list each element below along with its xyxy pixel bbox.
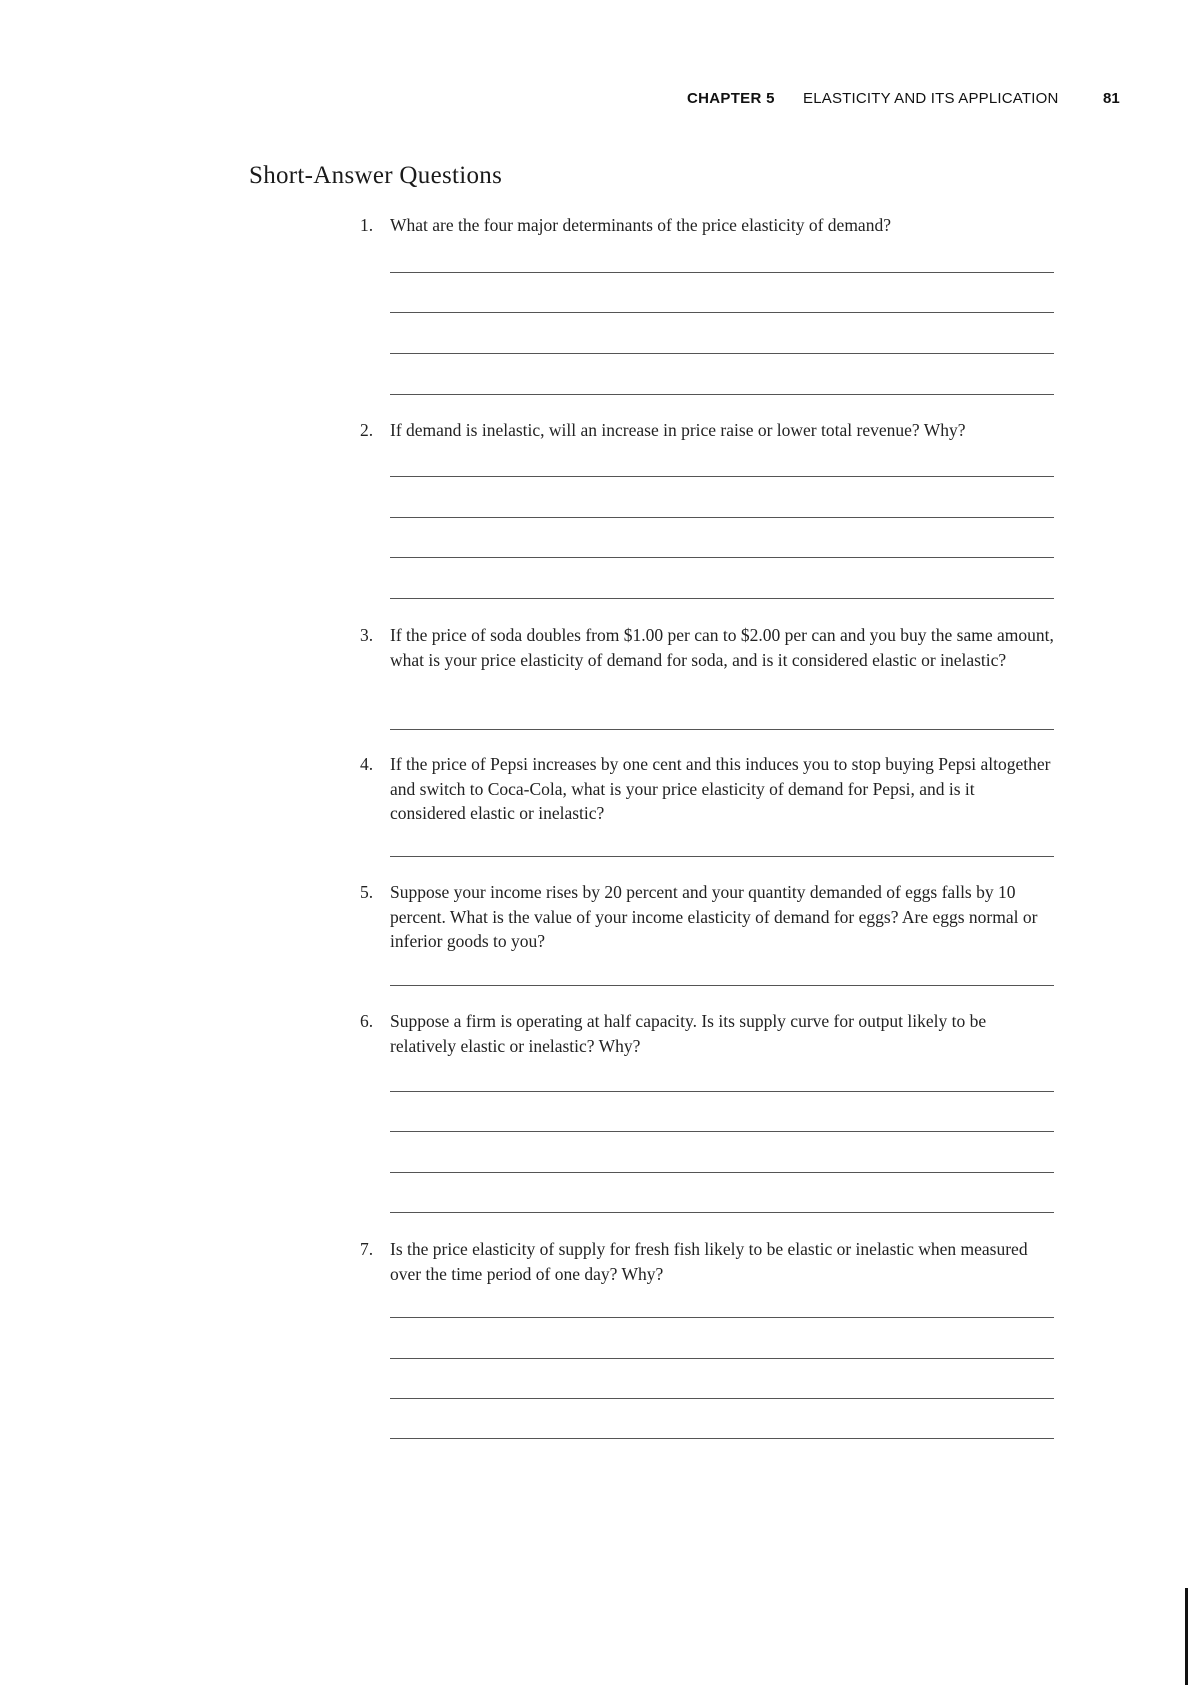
answer-line[interactable] xyxy=(390,1317,1054,1318)
question-text: Suppose your income rises by 20 percent and your quantity demanded of eggs falls by 10 percent. What is the value of your income elasticity of demand for eggs? Are eggs normal or inferior goods to you? xyxy=(390,882,1038,951)
question-text: If demand is inelastic, will an increase in price raise or lower total revenue? Why? xyxy=(390,420,966,440)
answer-line[interactable] xyxy=(390,312,1054,313)
chapter-title: ELASTICITY AND ITS APPLICATION xyxy=(803,90,1059,107)
answer-line[interactable] xyxy=(390,1131,1054,1132)
answer-line[interactable] xyxy=(390,1438,1054,1439)
answer-line[interactable] xyxy=(390,476,1054,477)
question-number: 3. xyxy=(360,625,374,645)
answer-line[interactable] xyxy=(390,517,1054,518)
answer-line[interactable] xyxy=(390,557,1054,558)
question-text: Suppose a firm is operating at half capacity. Is its supply curve for output likely to be relatively elastic or inelastic? Why? xyxy=(390,1011,987,1056)
answer-line[interactable] xyxy=(390,1358,1054,1359)
answer-line[interactable] xyxy=(390,1212,1054,1213)
question-number: 7. xyxy=(360,1239,374,1259)
answer-line[interactable] xyxy=(390,394,1054,395)
question-number: 4. xyxy=(360,754,374,774)
question-number: 1. xyxy=(360,215,374,235)
question-number: 5. xyxy=(360,882,374,902)
question-number: 2. xyxy=(360,420,374,440)
question-text: What are the four major determinants of the price elasticity of demand? xyxy=(390,215,891,235)
question-text: Is the price elasticity of supply for fresh fish likely to be elastic or inelastic when measured over the time period of one day? Why? xyxy=(390,1239,1028,1284)
answer-line[interactable] xyxy=(390,272,1054,273)
question-text: If the price of soda doubles from $1.00 per can to $2.00 per can and you buy the same amount, what is your price elasticity of demand for soda, and is it considered elastic or inelastic? xyxy=(390,625,1054,670)
chapter-label: CHAPTER 5 xyxy=(687,90,775,107)
running-head xyxy=(0,90,1191,112)
question-text: If the price of Pepsi increases by one cent and this induces you to stop buying Pepsi altogether and switch to Coca-Cola, what is your price elasticity of demand for Pepsi, and is it considered elastic or inelastic? xyxy=(390,754,1051,823)
answer-line[interactable] xyxy=(390,729,1054,730)
answer-line[interactable] xyxy=(390,856,1054,857)
answer-line[interactable] xyxy=(390,353,1054,354)
section-title: Short-Answer Questions xyxy=(249,162,503,189)
question-number: 6. xyxy=(360,1011,374,1031)
answer-line[interactable] xyxy=(390,985,1054,986)
page-number: 81 xyxy=(1103,90,1120,107)
answer-line[interactable] xyxy=(390,1398,1054,1399)
answer-line[interactable] xyxy=(390,1172,1054,1173)
answer-line[interactable] xyxy=(390,1091,1054,1092)
page-edge-bar xyxy=(1185,1588,1188,1685)
answer-line[interactable] xyxy=(390,598,1054,599)
